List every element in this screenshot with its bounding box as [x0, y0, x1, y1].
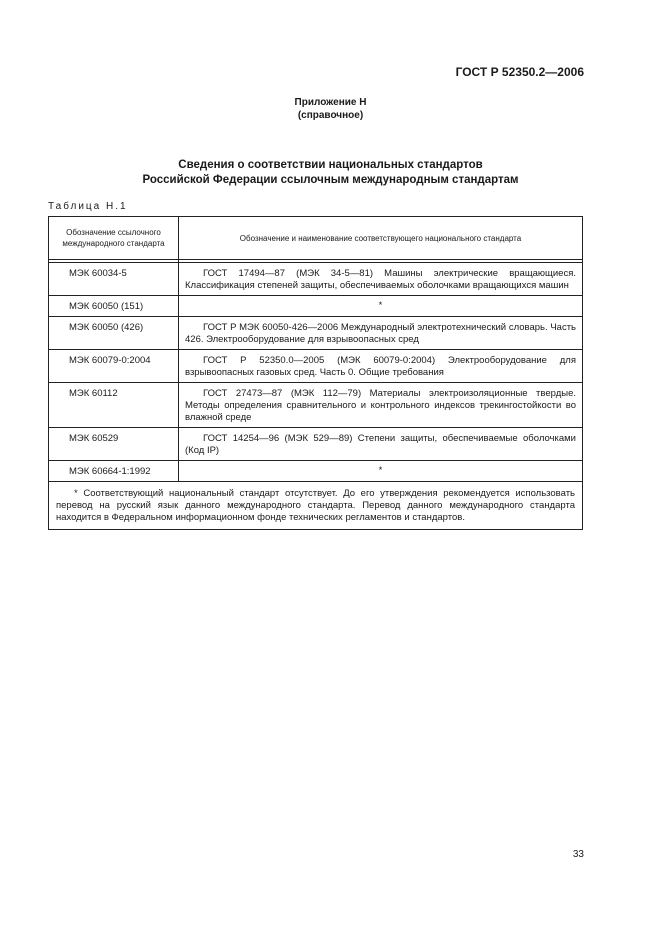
- national-standard: ГОСТ 17494—87 (МЭК 34-5—81) Машины электрические вращающиеся. Классификация степеней защиты, обеспечиваемых оболочками вращающихся машин: [179, 263, 583, 296]
- international-code: МЭК 60664-1:1992: [49, 461, 179, 482]
- table-row: [49, 296, 583, 317]
- table-row: [49, 383, 583, 428]
- table-row: [49, 350, 583, 383]
- annex-block: [0, 96, 661, 122]
- national-standard-absent: *: [179, 296, 583, 317]
- table-footnote-row: [49, 482, 583, 530]
- international-code: МЭК 60112: [49, 383, 179, 428]
- heading-line-2: Российской Федерации ссылочным международным стандартам: [142, 174, 519, 186]
- international-code: МЭК 60050 (426): [49, 317, 179, 350]
- table-row: [49, 428, 583, 461]
- heading-line-1: Сведения о соответствии национальных стандартов: [178, 159, 483, 171]
- column-header-international: Обозначение ссылочного международного стандарта: [49, 217, 179, 260]
- national-standard: ГОСТ 14254—96 (МЭК 529—89) Степени защиты, обеспечиваемые оболочками (Код IP): [179, 428, 583, 461]
- document-id: ГОСТ Р 52350.2—2006: [455, 65, 584, 79]
- table-row: [49, 263, 583, 296]
- annex-title: Приложение Н: [294, 97, 367, 108]
- standards-table: [48, 216, 583, 530]
- table-header-row: [49, 217, 583, 260]
- section-heading: [0, 158, 661, 188]
- table-row: [49, 461, 583, 482]
- table-row: [49, 317, 583, 350]
- international-code: МЭК 60034-5: [49, 263, 179, 296]
- column-header-national: Обозначение и наименование соответствующего национального стандарта: [179, 217, 583, 260]
- national-standard: ГОСТ 27473—87 (МЭК 112—79) Материалы электроизоляционные твердые. Методы определения сравнительного и контрольного индексов трекингостойкости во влажной среде: [179, 383, 583, 428]
- national-standard-absent: *: [179, 461, 583, 482]
- annex-subtitle: (справочное): [297, 110, 364, 121]
- national-standard: ГОСТ Р МЭК 60050-426—2006 Международный электротехнический словарь. Часть 426. Электрооборудование для взрывоопасных сред: [179, 317, 583, 350]
- table-caption: Таблица Н.1: [48, 201, 128, 212]
- national-standard: ГОСТ Р 52350.0—2005 (МЭК 60079-0:2004) Электрооборудование для взрывоопасных газовых сред. Часть 0. Общие требования: [179, 350, 583, 383]
- international-code: МЭК 60079-0:2004: [49, 350, 179, 383]
- page-number: 33: [572, 849, 584, 860]
- international-code: МЭК 60529: [49, 428, 179, 461]
- international-code: МЭК 60050 (151): [49, 296, 179, 317]
- table-footnote: * Соответствующий национальный стандарт отсутствует. До его утверждения рекомендуется использовать перевод на русский язык данного международного стандарта. Перевод данного международного стандарта находится в Федеральном информационном фонде технических регламентов и стандартов.: [49, 482, 583, 530]
